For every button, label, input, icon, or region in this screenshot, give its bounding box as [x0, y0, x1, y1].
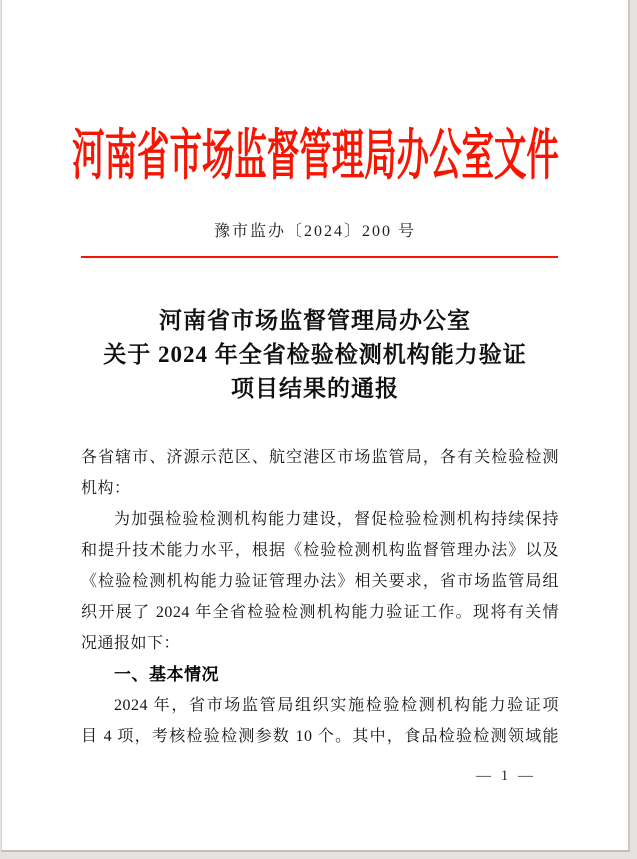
body-line-para2-2: 目 4 项，考核检验检测参数 10 个。其中，食品检验检测领域能 — [81, 728, 559, 745]
document-body — [81, 442, 559, 752]
page-number: — 1 — — [476, 768, 536, 784]
document-page — [1, 0, 630, 852]
title-line-3: 项目结果的通报 — [231, 376, 399, 401]
title-line-1: 河南省市场监督管理局办公室 — [159, 308, 471, 333]
red-header-banner — [2, 126, 628, 186]
body-line-salutation-2: 机构： — [81, 480, 131, 497]
document-title — [2, 304, 628, 406]
document-number: 豫市监办〔2024〕200 号 — [213, 223, 416, 240]
body-line-para1-4: 织开展了 2024 年全省检验检测机构能力验证工作。现将有关情 — [81, 604, 559, 621]
red-divider-line — [81, 256, 558, 258]
body-line-para1-5: 况通报如下： — [81, 635, 181, 652]
body-line-salutation-1: 各省辖市、济源示范区、航空港区市场监管局，各有关检验检测 — [81, 449, 559, 466]
issuing-office-banner-text: 河南省市场监督管理局办公室文件 — [71, 125, 559, 186]
body-line-para1-2: 和提升技术能力水平，根据《检验检测机构监督管理办法》以及 — [81, 542, 559, 559]
body-line-para1-3: 《检验检测机构能力验证管理办法》相关要求，省市场监管局组 — [81, 573, 559, 590]
body-line-para2-1: 2024 年，省市场监管局组织实施检验检测机构能力验证项 — [114, 697, 559, 714]
title-line-2: 关于 2024 年全省检验检测机构能力验证 — [103, 342, 527, 367]
body-line-para1-1: 为加强检验检测机构能力建设，督促检验检测机构持续保持 — [114, 511, 559, 528]
section-heading-1: 一、基本情况 — [114, 665, 219, 684]
